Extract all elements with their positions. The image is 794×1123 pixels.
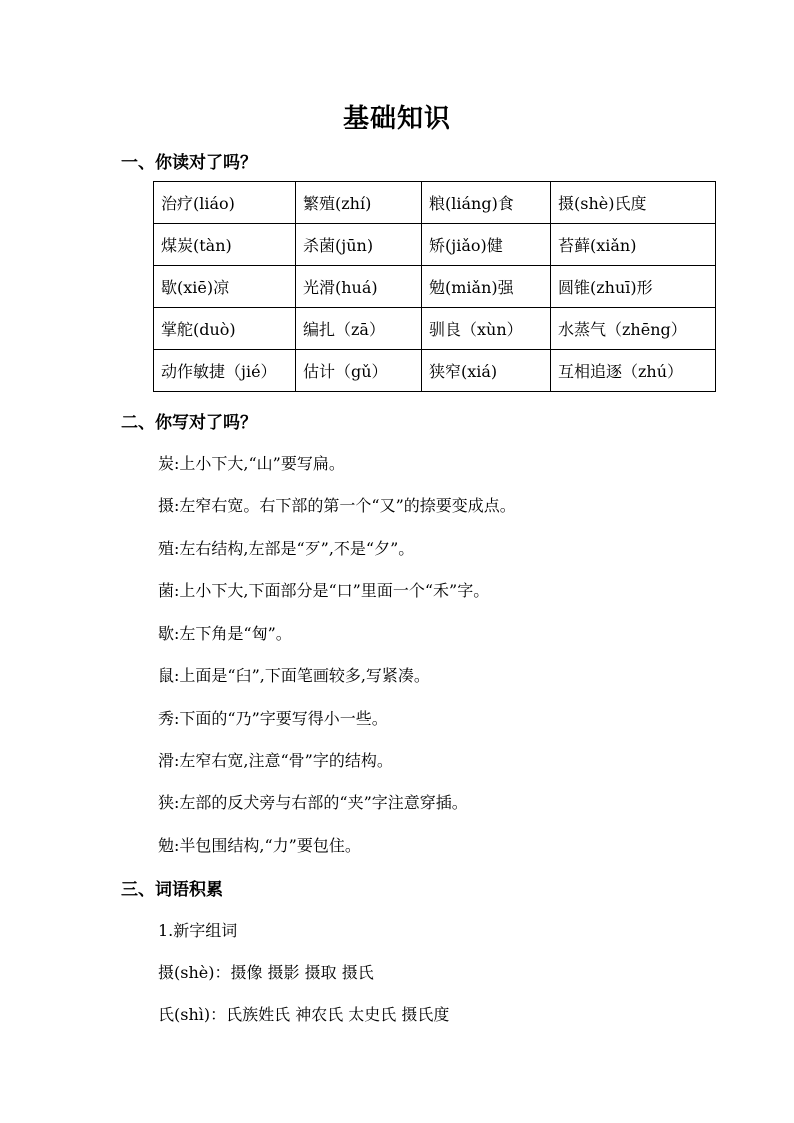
section-heading-writing: 二、你写对了吗？	[121, 413, 257, 433]
writing-tip: 炭:上小下大,“山”要写扁。	[158, 454, 345, 473]
table-cell: 圆锥(zhuī)形	[551, 266, 716, 308]
table-cell: 动作敏捷（jié）	[154, 350, 296, 392]
page-title: 基础知识	[342, 104, 451, 134]
section-heading-vocabulary: 三、词语积累	[121, 880, 223, 900]
writing-tip: 鼠:上面是“臼”,下面笔画较多,写紧凑。	[158, 666, 430, 685]
table-row	[154, 308, 716, 350]
table-cell: 杀菌(jūn)	[296, 224, 422, 266]
table-cell: 驯良（xùn）	[422, 308, 551, 350]
table-cell: 掌舵(duò)	[154, 308, 296, 350]
table-cell: 光滑(huá)	[296, 266, 422, 308]
writing-tip: 摄:左窄右宽。右下部的第一个“又”的捺要变成点。	[158, 496, 516, 515]
table-cell: 治疗(liáo)	[154, 182, 296, 224]
writing-tip: 滑:左窄右宽,注意“骨”字的结构。	[158, 751, 393, 770]
table-cell: 摄(shè)氏度	[551, 182, 716, 224]
table-row	[154, 224, 716, 266]
table-cell: 估计（gǔ）	[296, 350, 422, 392]
table-cell: 勉(miǎn)强	[422, 266, 551, 308]
writing-tip: 秀:下面的“乃”字要写得小一些。	[158, 709, 388, 728]
table-cell: 歇(xiē)凉	[154, 266, 296, 308]
table-cell: 苔藓(xiǎn)	[551, 224, 716, 266]
table-cell: 繁殖(zhí)	[296, 182, 422, 224]
table-cell: 矫(jiǎo)健	[422, 224, 551, 266]
table-cell: 水蒸气（zhēng）	[551, 308, 716, 350]
writing-tip: 勉:半包围结构,“力”要包住。	[158, 836, 361, 855]
vocabulary-subheading: 1.新字组词	[158, 921, 238, 940]
table-cell: 粮(liáng)食	[422, 182, 551, 224]
table-row	[154, 182, 716, 224]
table-cell: 狭窄(xiá)	[422, 350, 551, 392]
table-cell: 编扎（zā）	[296, 308, 422, 350]
writing-tip: 菌:上小下大,下面部分是“口”里面一个“禾”字。	[158, 581, 490, 600]
vocabulary-line: 摄(shè)：摄像 摄影 摄取 摄氏	[158, 963, 374, 982]
table-cell: 互相追逐（zhú）	[551, 350, 716, 392]
vocabulary-line: 氏(shì)：氏族姓氏 神农氏 太史氏 摄氏度	[158, 1005, 450, 1024]
pinyin-table	[153, 181, 716, 392]
section-heading-reading: 一、你读对了吗？	[121, 153, 257, 173]
table-cell: 煤炭(tàn)	[154, 224, 296, 266]
writing-tip: 狭:左部的反犬旁与右部的“夹”字注意穿插。	[158, 793, 468, 812]
table-row	[154, 266, 716, 308]
table-row	[154, 350, 716, 392]
writing-tip: 歇:左下角是“匈”。	[158, 624, 292, 643]
writing-tip: 殖:左右结构,左部是“歹”,不是“夕”。	[158, 539, 415, 558]
